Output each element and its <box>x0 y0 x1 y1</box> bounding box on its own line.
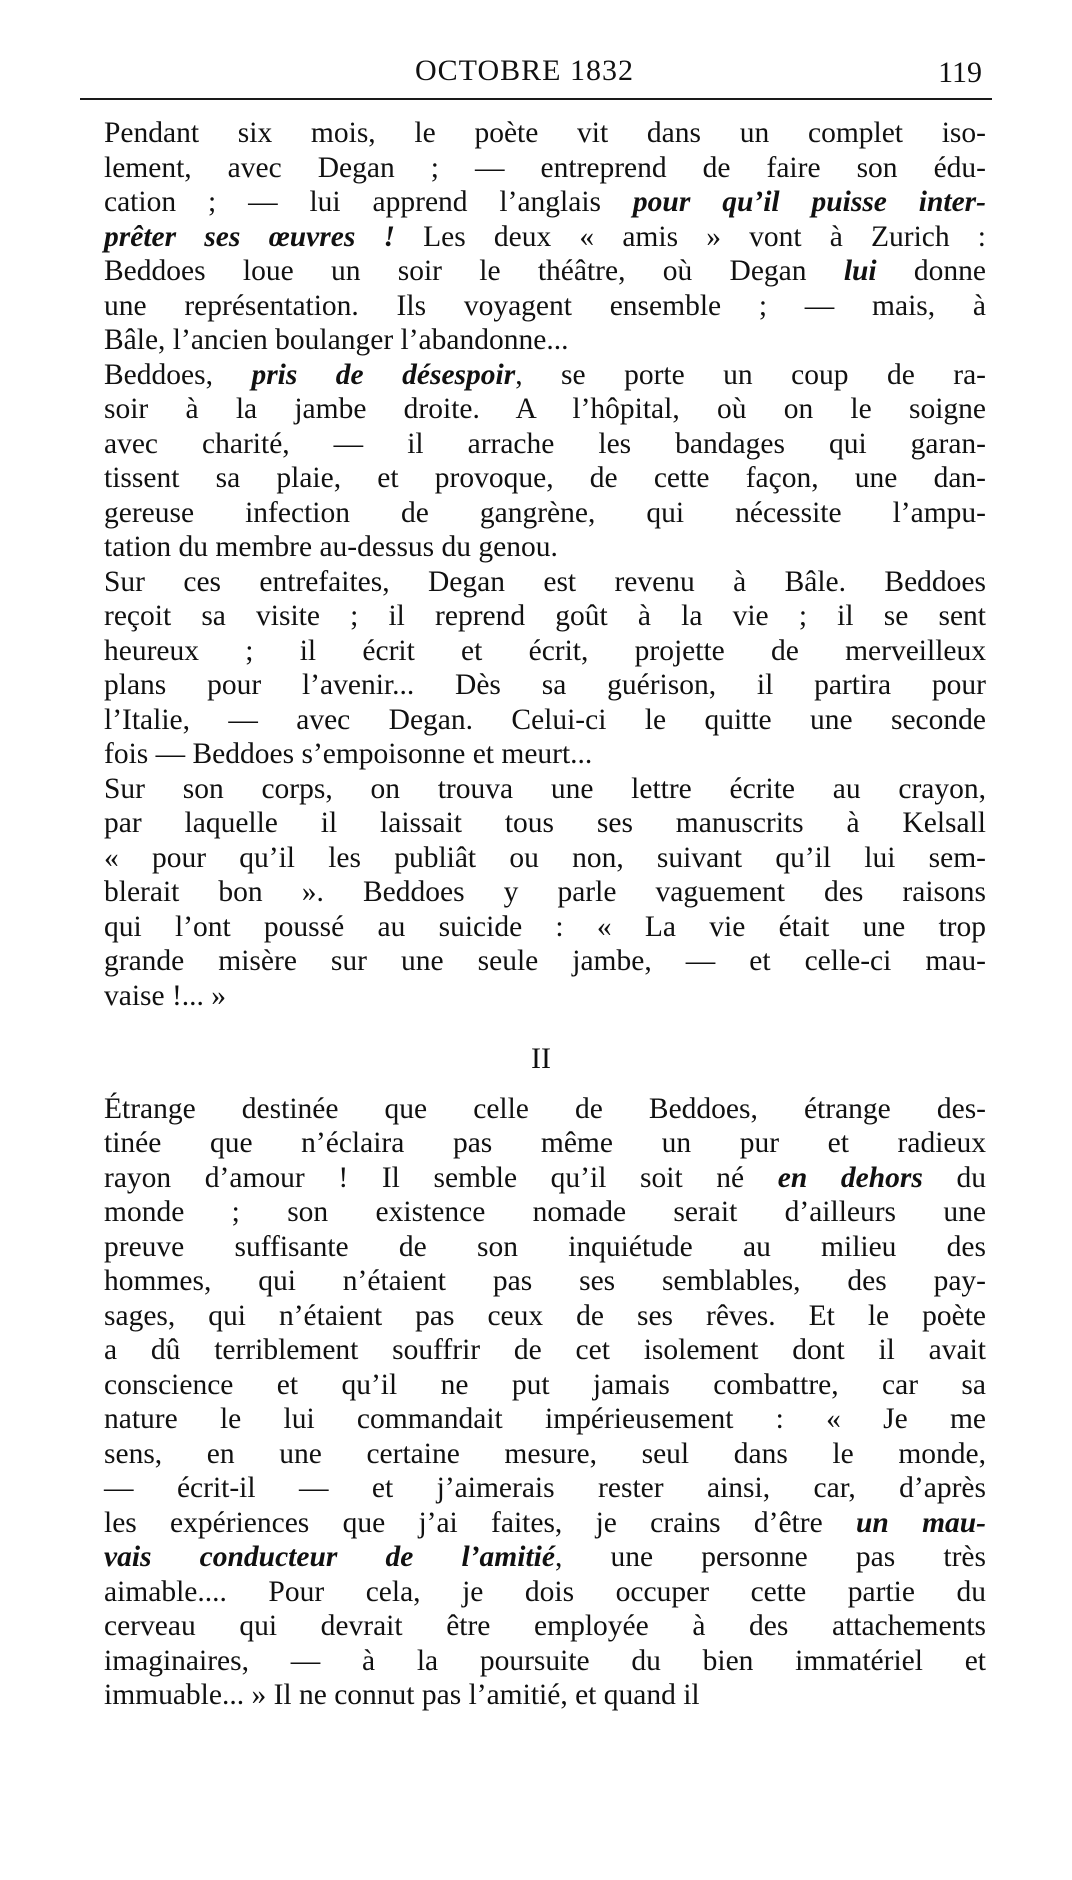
text-run: Pendant six mois, le poète vit dans un complet iso- <box>104 117 986 149</box>
text-line <box>56 496 986 531</box>
text-line <box>56 1230 986 1265</box>
text-line <box>56 772 986 807</box>
text-run: vaise !... » <box>104 979 227 1012</box>
text-run: sens, en une certaine mesure, seul dans le monde, <box>104 1437 986 1470</box>
page-header <box>70 52 990 100</box>
text-run: avec charité, — il arrache les bandages qui garan- <box>104 427 986 460</box>
italic-run: prêter ses œuvres ! <box>104 220 395 253</box>
text-run: les expériences que j’ai faites, je crains d’être <box>104 1506 856 1539</box>
text-run: cation ; — lui apprend l’anglais <box>104 186 633 218</box>
text-run: qui l’ont poussé au suicide : « La vie était une trop <box>104 910 986 943</box>
page-number: 119 <box>938 56 982 89</box>
section-two <box>56 1092 986 1713</box>
text-run: , une personne pas très <box>554 1541 986 1573</box>
text-run: heureux ; il écrit et écrit, projette de merveilleux <box>104 634 986 667</box>
text-line <box>56 1506 986 1541</box>
text-line <box>56 530 986 565</box>
section-one <box>56 116 986 1013</box>
text-line <box>56 910 986 945</box>
text-run: l’Italie, — avec Degan. Celui-ci le quitte une seconde <box>104 703 986 736</box>
text-line <box>56 703 986 738</box>
running-title: OCTOBRE 1832 <box>415 54 634 87</box>
text-run: aimable.... Pour cela, je dois occuper cette partie du <box>104 1575 986 1608</box>
text-line <box>56 1161 986 1196</box>
text-line <box>56 1092 986 1127</box>
text-line <box>56 220 986 255</box>
text-line <box>56 116 986 151</box>
paragraph <box>56 116 986 358</box>
section-numeral: II <box>531 1042 551 1075</box>
text-line <box>56 392 986 427</box>
text-run: fois — Beddoes s’empoisonne et meurt... <box>104 738 593 770</box>
text-run: donne <box>876 255 987 287</box>
italic-run: pris de désespoir <box>251 358 516 391</box>
text-line <box>56 599 986 634</box>
text-line <box>56 1471 986 1506</box>
text-line <box>56 1264 986 1299</box>
italic-run: un mau- <box>855 1506 986 1539</box>
text-run: lement, avec Degan ; — entreprend de faire son édu- <box>104 151 986 184</box>
text-run: tissent sa plaie, et provoque, de cette façon, une dan- <box>104 462 986 494</box>
text-line <box>56 875 986 910</box>
text-run: blerait bon ». Beddoes y parle vaguement des raisons <box>104 876 986 908</box>
text-run: preuve suffisante de son inquiétude au milieu des <box>104 1230 986 1263</box>
text-line <box>56 565 986 600</box>
text-line <box>56 1333 986 1368</box>
text-line <box>56 1609 986 1644</box>
text-line <box>56 427 986 462</box>
text-line <box>56 1437 986 1472</box>
text-run: , se porte un coup de ra- <box>515 358 986 391</box>
text-run: Sur ces entrefaites, Degan est revenu à Bâle. Beddoes <box>104 565 986 598</box>
text-run: soir à la jambe droite. A l’hôpital, où on le soigne <box>104 393 986 425</box>
text-run: Étrange destinée que celle de Beddoes, étrange des- <box>104 1092 986 1125</box>
text-run: — écrit-il — et j’aimerais rester ainsi, car, d’après <box>104 1472 986 1504</box>
text-line <box>56 1540 986 1575</box>
text-line <box>56 461 986 496</box>
text-line <box>56 358 986 393</box>
text-line <box>56 668 986 703</box>
text-line <box>56 289 986 324</box>
text-line <box>56 979 986 1014</box>
text-run: a dû terriblement souffrir de cet isolement dont il avait <box>104 1334 986 1366</box>
text-run: une représentation. Ils voyagent ensemble ; — mais, à <box>104 289 986 322</box>
text-run: grande misère sur une seule jambe, — et celle-ci mau- <box>104 945 986 977</box>
text-line <box>56 185 986 220</box>
text-run: rayon d’amour ! Il semble qu’il soit né <box>104 1161 778 1194</box>
body-text <box>56 116 986 1713</box>
text-line <box>56 323 986 358</box>
text-run: monde ; son existence nomade serait d’ailleurs une <box>104 1196 986 1228</box>
text-line <box>56 1195 986 1230</box>
paragraph <box>56 1092 986 1713</box>
text-run: immuable... » Il ne connut pas l’amitié, et quand il <box>104 1679 700 1711</box>
text-run: reçoit sa visite ; il reprend goût à la vie ; il se sent <box>104 600 986 632</box>
text-line <box>56 254 986 289</box>
text-run: tation du membre au-dessus du genou. <box>104 531 558 563</box>
text-run: Bâle, l’ancien boulanger l’abandonne... <box>104 324 569 356</box>
text-run: conscience et qu’il ne put jamais combattre, car sa <box>104 1368 986 1401</box>
text-run: imaginaires, — à la poursuite du bien immatériel et <box>104 1644 986 1677</box>
italic-run: vais conducteur de l’amitié <box>104 1541 555 1573</box>
header-rule <box>80 98 992 100</box>
italic-run: lui <box>843 255 877 287</box>
text-run: « pour qu’il les publiât ou non, suivant qu’il lui sem- <box>104 841 986 874</box>
text-line <box>56 806 986 841</box>
text-run: du <box>922 1161 986 1194</box>
text-line <box>56 1402 986 1437</box>
text-run: cerveau qui devrait être employée à des attachements <box>104 1610 986 1642</box>
text-line <box>56 1299 986 1334</box>
paragraph <box>56 358 986 565</box>
text-line <box>56 151 986 186</box>
text-run: sages, qui n’étaient pas ceux de ses rêves. Et le poète <box>104 1299 986 1332</box>
text-line <box>56 1575 986 1610</box>
text-run: Sur son corps, on trouva une lettre écrite au crayon, <box>104 772 986 805</box>
text-line <box>56 1644 986 1679</box>
paragraph <box>56 772 986 1014</box>
text-line <box>56 1678 986 1713</box>
text-run: gereuse infection de gangrène, qui nécessite l’ampu- <box>104 496 986 529</box>
text-run: Beddoes loue un soir le théâtre, où Degan <box>104 255 844 287</box>
text-run: tinée que n’éclaira pas même un pur et radieux <box>104 1127 986 1159</box>
text-line <box>56 737 986 772</box>
text-line <box>56 841 986 876</box>
text-run: Beddoes, <box>104 358 252 391</box>
text-run: plans pour l’avenir... Dès sa guérison, il partira pour <box>104 669 986 701</box>
text-run: hommes, qui n’étaient pas ses semblables, des pay- <box>104 1265 986 1297</box>
italic-run: en dehors <box>777 1161 923 1194</box>
text-line <box>56 1126 986 1161</box>
text-run: nature le lui commandait impérieusement : « Je me <box>104 1403 986 1435</box>
text-run: Les deux « amis » vont à Zurich : <box>394 220 986 253</box>
italic-run: pour qu’il puisse inter- <box>632 186 986 218</box>
text-line <box>56 944 986 979</box>
text-line <box>56 1368 986 1403</box>
text-run: par laquelle il laissait tous ses manuscrits à Kelsall <box>104 807 986 839</box>
text-line <box>56 634 986 669</box>
paragraph <box>56 565 986 772</box>
